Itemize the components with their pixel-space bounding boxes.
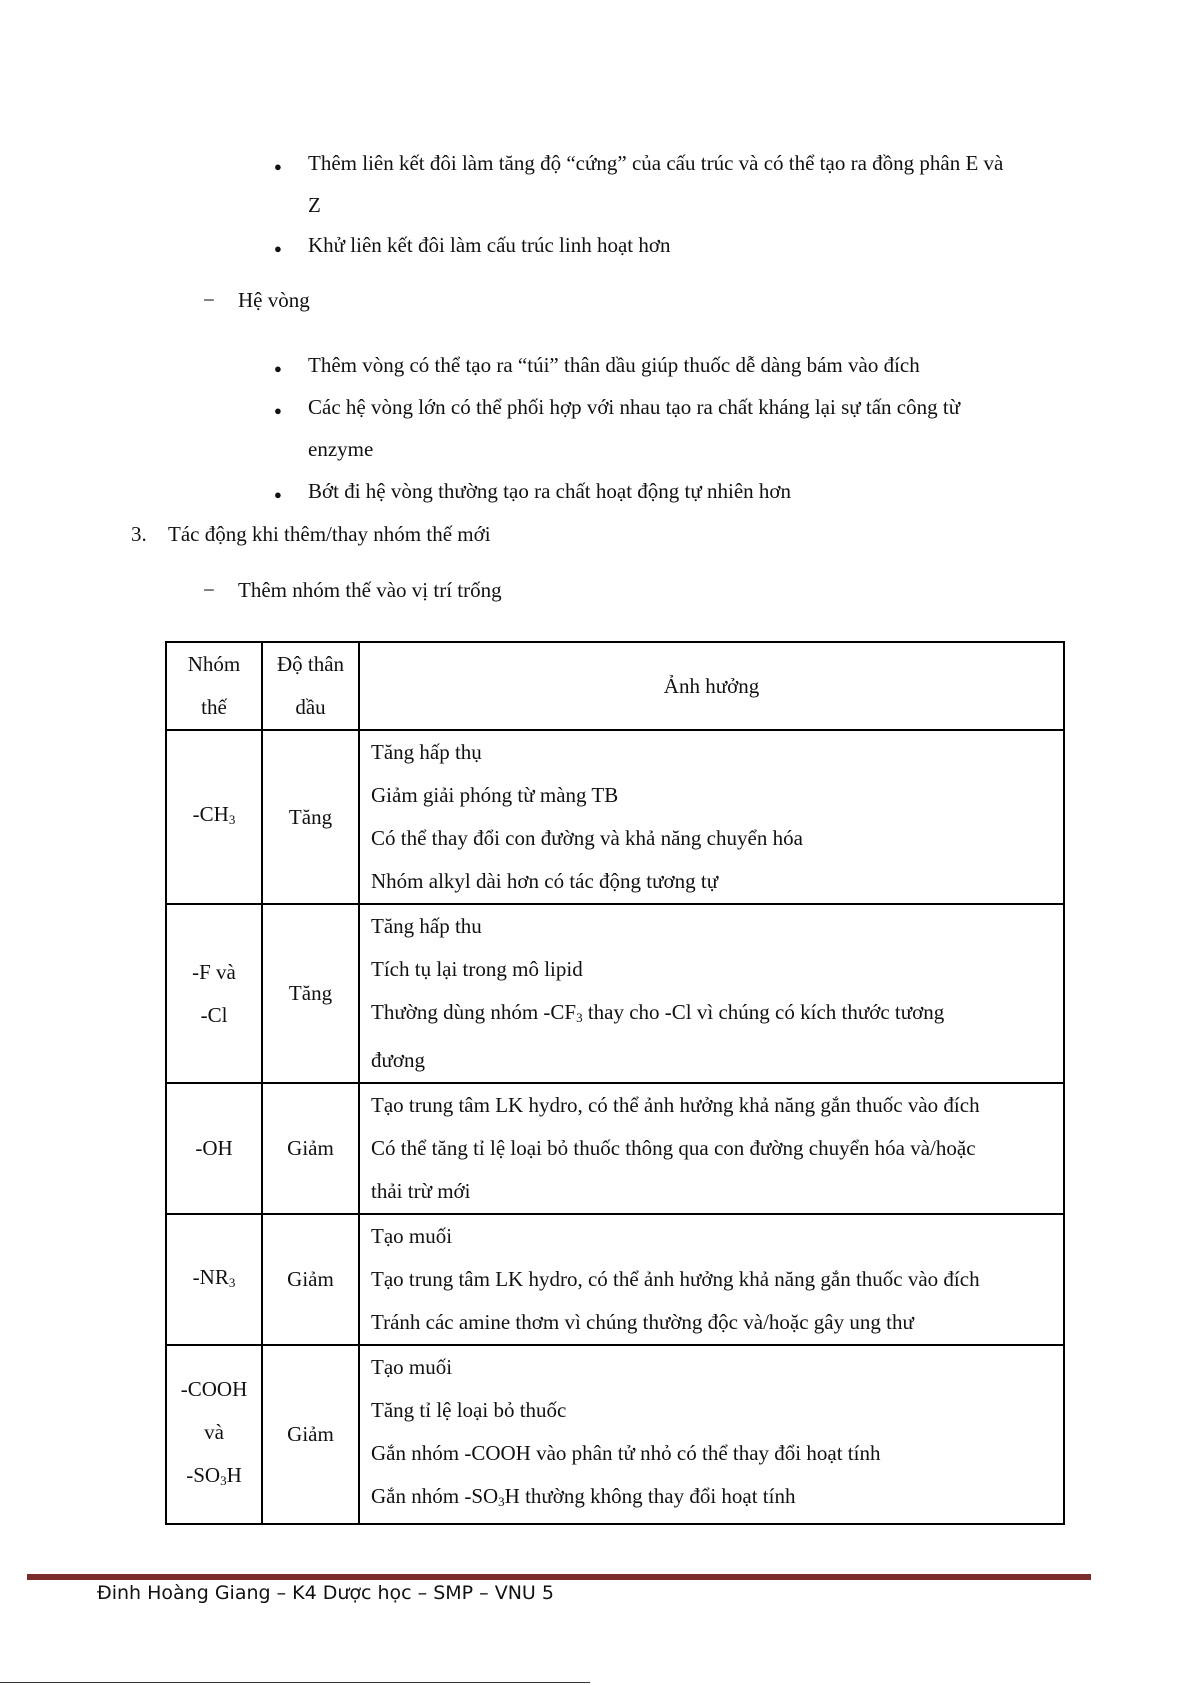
bullet-text: Khử liên kết đôi làm cấu trúc linh hoạt hơn <box>308 233 671 257</box>
bullet-text: Thêm vòng có thể tạo ra “túi” thân dầu giúp thuốc dễ dàng bám vào đích <box>308 353 920 377</box>
group-cell: -OH <box>166 1083 262 1214</box>
bullet-text-continued: Z <box>308 193 321 217</box>
table-row <box>166 730 1064 904</box>
lipophilicity-cell: Giảm <box>262 1345 359 1524</box>
bullet-text-continued: enzyme <box>308 437 374 461</box>
lipophilicity-cell: Giảm <box>262 1214 359 1345</box>
header-group: Nhóm thế <box>166 642 262 730</box>
effect-cell: Tạo muối Tăng tỉ lệ loại bỏ thuốc Gắn nhóm -COOH vào phân tử nhỏ có thể thay đổi hoạt tính Gắn nhóm $-SO_3H$ thường không thay đổi hoạt tính <box>359 1345 1064 1524</box>
bullet-text: Thêm liên kết đôi làm tăng độ “cứng” của cấu trúc và có thể tạo ra đồng phân E và <box>308 151 1004 175</box>
group-cell: -F và -Cl <box>166 904 262 1083</box>
effect-cell: Tạo muối Tạo trung tâm LK hydro, có thể ảnh hưởng khả năng gắn thuốc vào đích Tránh các amine thơm vì chúng thường độc và/hoặc gây ung thư <box>359 1214 1064 1345</box>
group-cell: $-CH_3$ <box>166 730 262 904</box>
group-cell: $-NR_3$ <box>166 1214 262 1345</box>
effect-cell: Tăng hấp thu Tích tụ lại trong mô lipid Thường dùng nhóm $-CF_3$ thay cho -Cl vì chúng có kích thước tương đương <box>359 904 1064 1083</box>
list-number: 3. <box>131 522 147 546</box>
table-row <box>166 904 1064 1083</box>
table-row <box>166 1083 1064 1214</box>
page-bottom-divider <box>0 1682 590 1683</box>
effect-cell: Tăng hấp thụ Giảm giải phóng từ màng TB Có thể thay đổi con đường và khả năng chuyển hóa Nhóm alkyl dài hơn có tác động tương tự <box>359 730 1064 904</box>
table-row <box>166 1214 1064 1345</box>
header-lipophilicity: Độ thân dầu <box>262 642 359 730</box>
effect-cell: Tạo trung tâm LK hydro, có thể ảnh hưởng khả năng gắn thuốc vào đích Có thể tăng tỉ lệ loại bỏ thuốc thông qua con đường chuyển hóa và/hoặc thải trừ mới <box>359 1083 1064 1214</box>
table-row <box>166 1345 1064 1524</box>
page-footer: Đinh Hoàng Giang – K4 Dược học – SMP – VNU 5 <box>97 1582 554 1604</box>
section-heading-item-3: Tác động khi thêm/thay nhóm thế mới <box>168 522 491 546</box>
dash-marker: − <box>203 288 215 312</box>
bullet-marker: ● <box>274 487 282 502</box>
group-cell: -COOH và $-SO_3H$ <box>166 1345 262 1524</box>
bullet-marker: ● <box>274 159 282 174</box>
bullet-text: Bớt đi hệ vòng thường tạo ra chất hoạt động tự nhiên hơn <box>308 479 791 503</box>
bullet-marker: ● <box>274 241 282 256</box>
section-heading-ring-systems: Hệ vòng <box>238 288 310 312</box>
dash-marker: − <box>203 578 215 602</box>
lipophilicity-cell: Giảm <box>262 1083 359 1214</box>
footer-divider <box>27 1574 1091 1580</box>
bullet-text: Các hệ vòng lớn có thể phối hợp với nhau tạo ra chất kháng lại sự tấn công từ <box>308 395 961 419</box>
lipophilicity-cell: Tăng <box>262 904 359 1083</box>
table-header-row <box>166 642 1064 730</box>
bullet-marker: ● <box>274 403 282 418</box>
sub-heading: Thêm nhóm thế vào vị trí trống <box>238 578 502 602</box>
lipophilicity-cell: Tăng <box>262 730 359 904</box>
bullet-marker: ● <box>274 361 282 376</box>
substituent-effects-table <box>165 641 1065 1525</box>
header-effect: Ảnh hưởng <box>359 642 1064 730</box>
